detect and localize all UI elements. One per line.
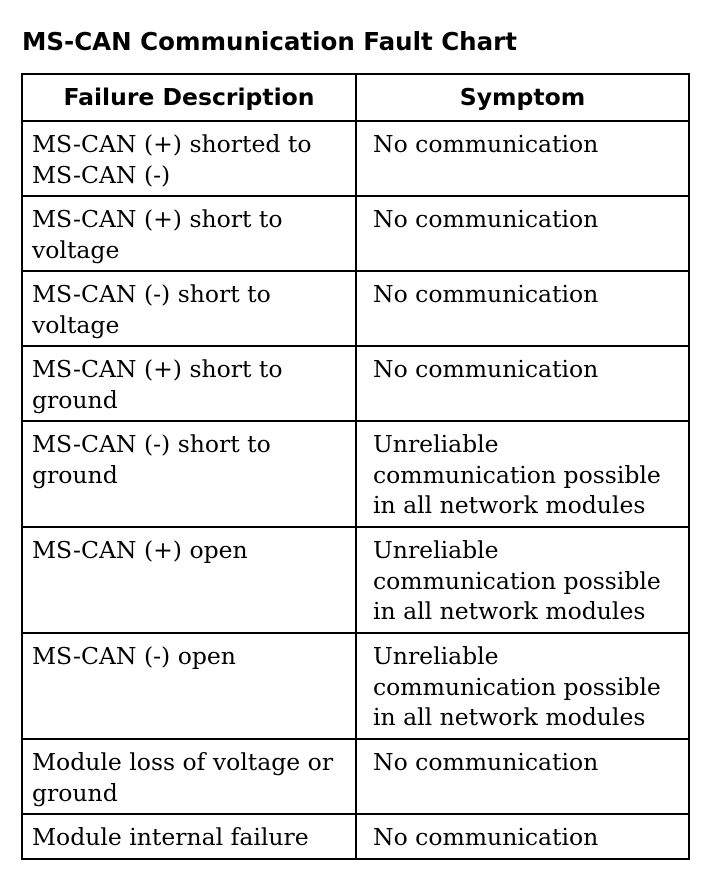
column-header-symptom: Symptom [356, 74, 689, 121]
failure-description-cell: MS-CAN (+) shorted to MS-CAN (-) [22, 121, 356, 196]
symptom-cell: No communication [356, 271, 689, 346]
table-row [22, 196, 689, 271]
symptom-cell: No communication [356, 814, 689, 859]
table-row [22, 527, 689, 633]
table-row [22, 421, 689, 527]
failure-description-cell: Module loss of voltage or ground [22, 739, 356, 814]
column-header-failure-description: Failure Description [22, 74, 356, 121]
failure-description-cell: MS-CAN (-) short to voltage [22, 271, 356, 346]
symptom-cell: No communication [356, 346, 689, 421]
table-header-row [22, 74, 689, 121]
table-row [22, 739, 689, 814]
symptom-cell: No communication [356, 196, 689, 271]
table-row [22, 814, 689, 859]
table-row [22, 121, 689, 196]
symptom-cell: Unreliable communication possible in all network modules [356, 421, 689, 527]
failure-description-cell: Module internal failure [22, 814, 356, 859]
failure-description-cell: MS-CAN (-) short to ground [22, 421, 356, 527]
fault-chart-table [21, 73, 690, 860]
table-row [22, 271, 689, 346]
failure-description-cell: MS-CAN (+) short to voltage [22, 196, 356, 271]
symptom-cell: Unreliable communication possible in all network modules [356, 633, 689, 739]
symptom-cell: No communication [356, 121, 689, 196]
table-row [22, 346, 689, 421]
table-row [22, 633, 689, 739]
failure-description-cell: MS-CAN (+) open [22, 527, 356, 633]
symptom-cell: Unreliable communication possible in all network modules [356, 527, 689, 633]
failure-description-cell: MS-CAN (-) open [22, 633, 356, 739]
symptom-cell: No communication [356, 739, 689, 814]
page-title: MS-CAN Communication Fault Chart [22, 27, 517, 56]
failure-description-cell: MS-CAN (+) short to ground [22, 346, 356, 421]
